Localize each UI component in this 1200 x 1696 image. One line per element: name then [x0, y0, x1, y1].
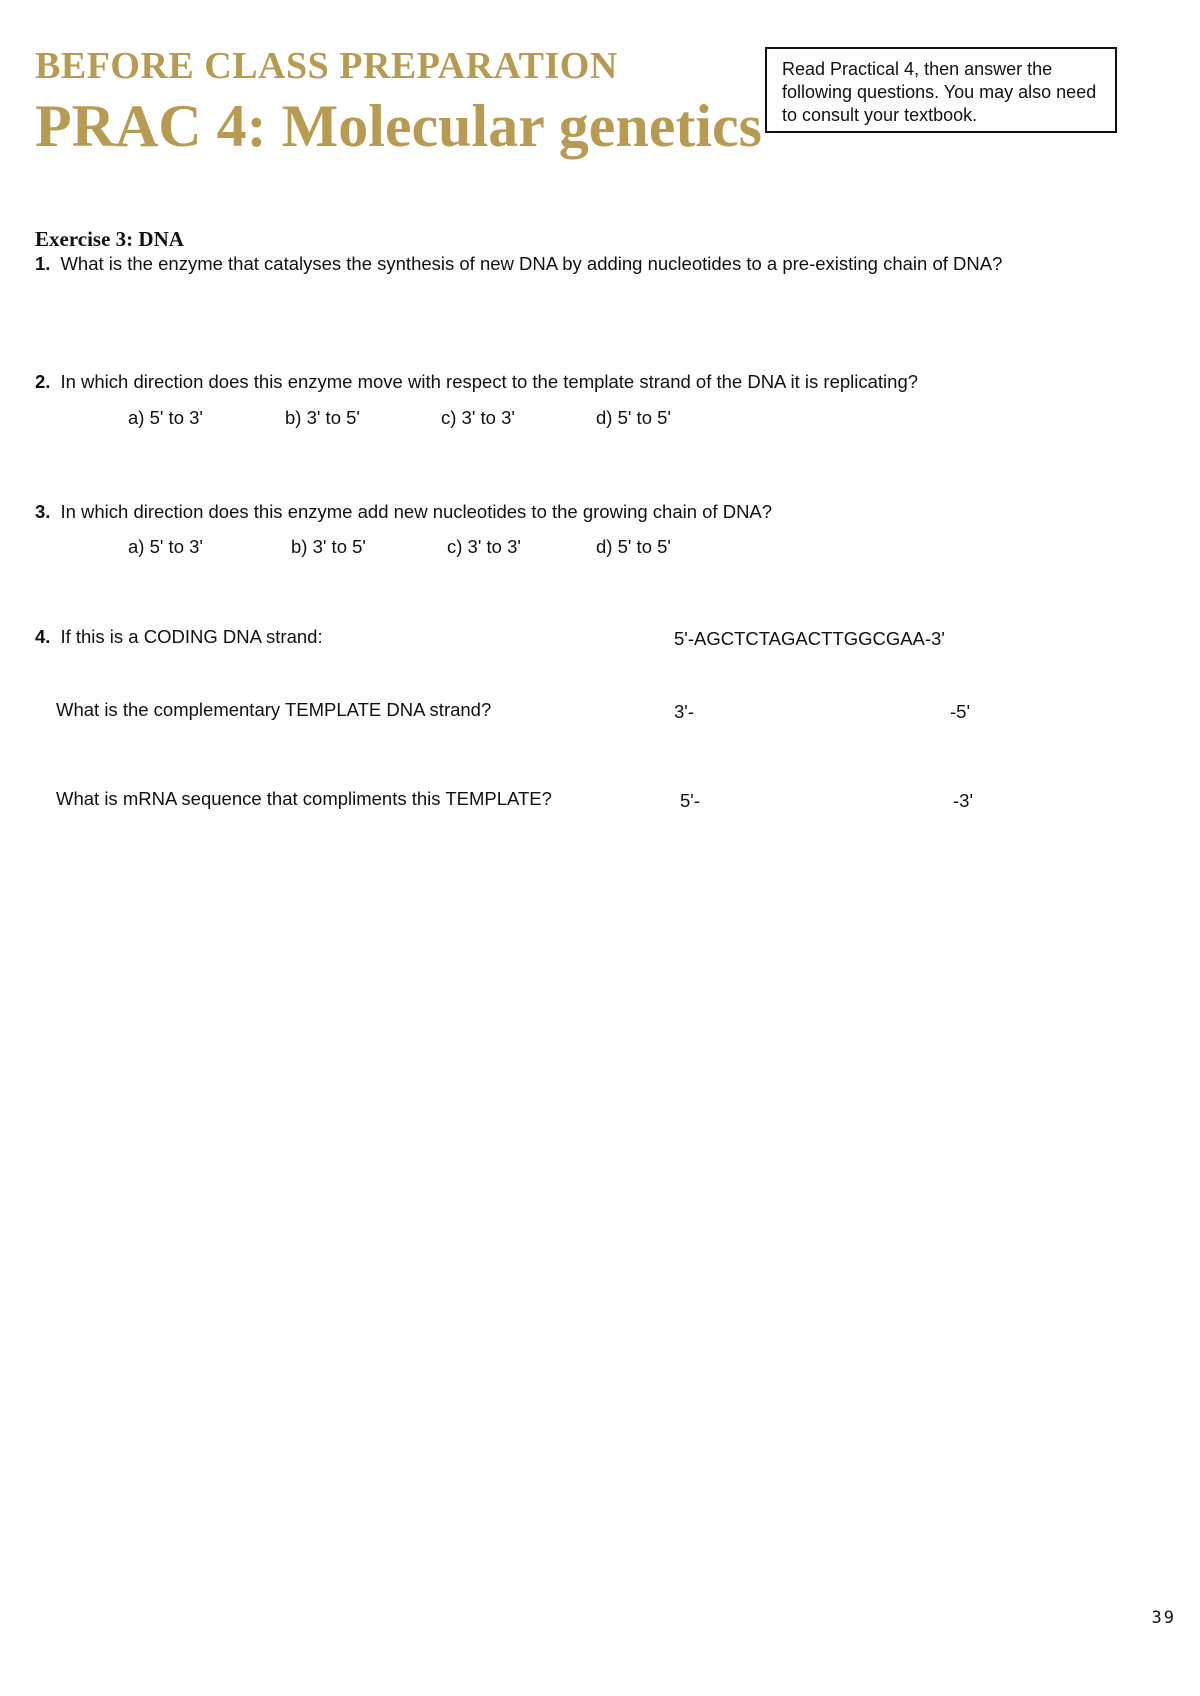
option-a[interactable]: a) 5' to 3': [128, 536, 203, 557]
option-b[interactable]: b) 3' to 5': [291, 536, 366, 557]
option-b[interactable]: b) 3' to 5': [285, 407, 360, 428]
question-number: 4.: [35, 626, 51, 647]
section-pretitle: BEFORE CLASS PREPARATION: [35, 45, 618, 87]
template-strand-prompt: What is the complementary TEMPLATE DNA strand?: [56, 699, 492, 720]
option-a[interactable]: a) 5' to 3': [128, 407, 203, 428]
question-number: 2.: [35, 371, 51, 392]
question-text: In which direction does this enzyme move with respect to the template strand of the DNA it is replicating?: [60, 371, 919, 392]
mrna-end: -3': [953, 790, 973, 811]
question-number: 3.: [35, 501, 51, 522]
question-text: If this is a CODING DNA strand:: [60, 626, 323, 647]
question-text: In which direction does this enzyme add new nucleotides to the growing chain of DNA?: [60, 501, 773, 522]
option-d[interactable]: d) 5' to 5': [596, 536, 671, 557]
page-title: PRAC 4: Molecular genetics: [35, 93, 763, 159]
mrna-start: 5'-: [680, 790, 700, 811]
instruction-box: [765, 47, 1117, 133]
template-strand-start: 3'-: [674, 701, 694, 722]
instruction-text: Read Practical 4, then answer the following questions. You may also need to consult your textbook.: [782, 59, 1097, 125]
page-number: 39: [1151, 1608, 1176, 1628]
mrna-prompt: What is mRNA sequence that compliments this TEMPLATE?: [56, 788, 552, 809]
question-number: 1.: [35, 253, 51, 274]
question-3: [35, 500, 772, 524]
question-2: [35, 370, 918, 394]
question-text: What is the enzyme that catalyses the synthesis of new DNA by adding nucleotides to a pre-existing chain of DNA?: [60, 253, 1003, 274]
question-4: [35, 625, 323, 649]
coding-strand-sequence: 5'-AGCTCTAGACTTGGCGAA-3': [674, 628, 945, 649]
exercise-heading: Exercise 3: DNA: [35, 227, 184, 251]
option-d[interactable]: d) 5' to 5': [596, 407, 671, 428]
option-c[interactable]: c) 3' to 3': [441, 407, 515, 428]
question-1: [35, 252, 1002, 276]
option-c[interactable]: c) 3' to 3': [447, 536, 521, 557]
template-strand-end: -5': [950, 701, 970, 722]
